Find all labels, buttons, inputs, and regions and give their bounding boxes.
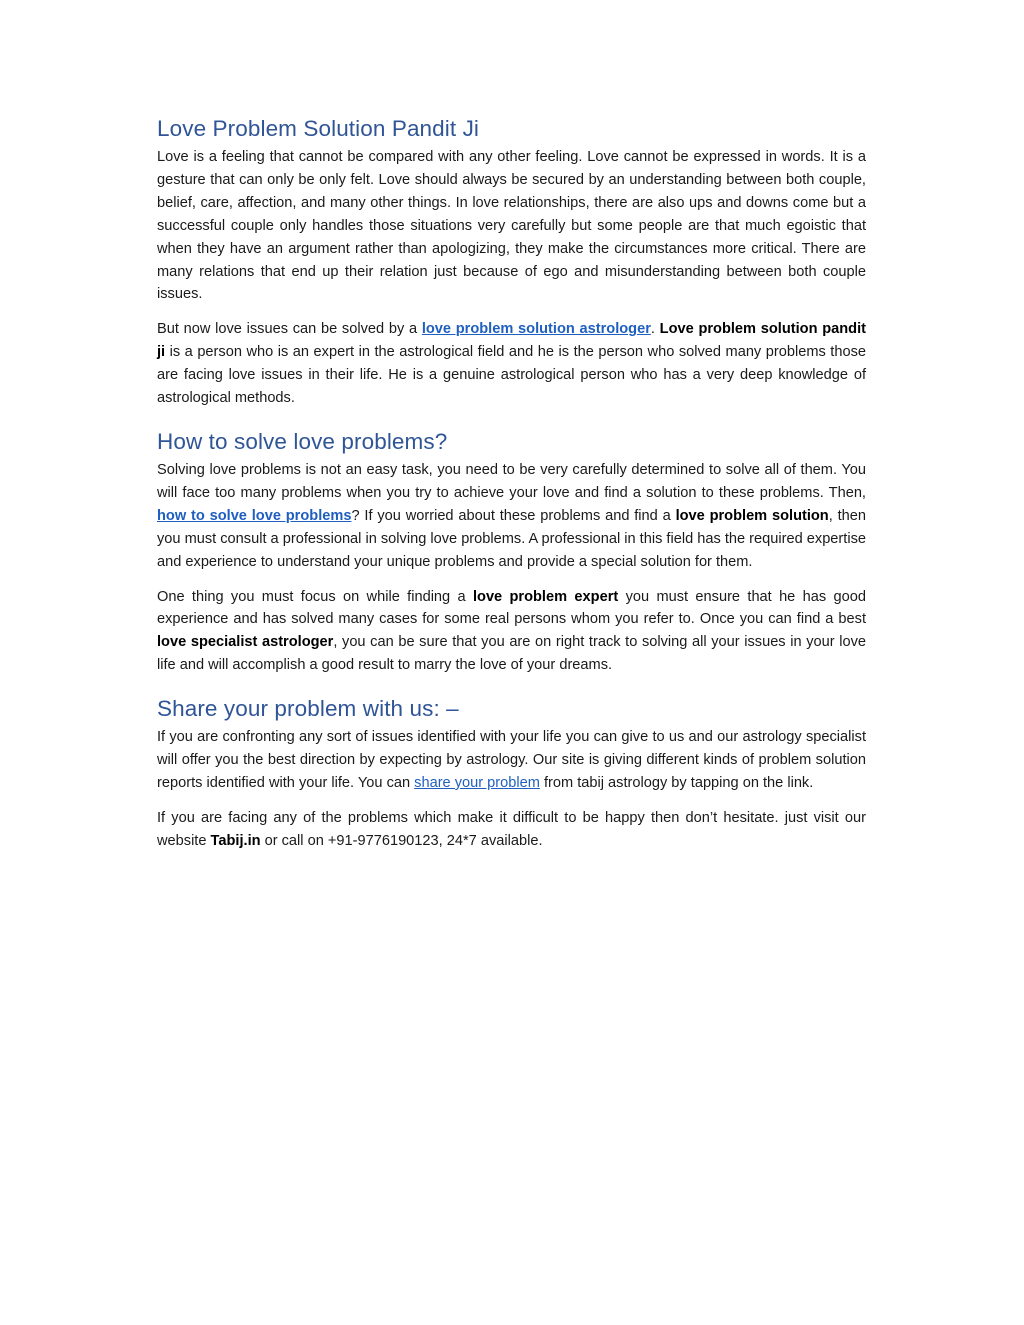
section-heading: How to solve love problems? [157,428,448,454]
love-problem-solution-astrologer-link[interactable]: love problem solution astrologer [421,321,651,338]
section-heading: Love Problem Solution Pandit Ji [157,116,480,141]
paragraph [157,586,866,678]
section-heading: Share your problem with us: – [157,696,459,722]
paragraph [157,807,866,853]
paragraph-text: , then you must consult a professional in solving love problems. A professional in this field has the required expertise and experience to understand your unique problems and provide a special solution for them. [157,507,867,570]
bold-text: love specialist astrologer [157,634,334,651]
section-share-problem [157,694,866,853]
how-to-solve-love-problems-link[interactable]: how to solve love problems [157,507,352,524]
paragraph-text: Solving love problems is not an easy task, you need to be very carefully determined to solve all of them. You will face too many problems when you try to achieve your love and find a solution to these problems. Then, [157,461,866,501]
paragraph-text: . [650,321,660,338]
paragraph [157,459,866,574]
paragraph-text: or call on +91-9776190123, 24*7 available. [260,832,543,849]
document-page [157,114,866,853]
paragraph-text: is a person who is an expert in the astrological field and he is the person who solved many problems those are facing love issues in their life. He is a genuine astrological person who has a very deep knowledge of astrological methods. [157,344,866,407]
bold-text: love problem solution [675,507,829,524]
paragraph [157,318,866,410]
paragraph: Love is a feeling that cannot be compared with any other feeling. Love cannot be expressed in words. It is a gesture that can only be only felt. Love should always be secured by an understanding between both couple, belief, care, affection, and many other things. In love relationships, there are also ups and downs come but a successful couple only handles those situations very carefully but some people are that much egoistic that when they have an argument rather than apologizing, they make the circumstances more critical. There are many relations that end up their relation just because of ego and misunderstanding between both couple issues. [157,149,866,303]
paragraph-text: you must ensure that he has good experience and has solved many cases for some real persons whom you refer to. Once you can find a best [157,588,866,628]
section-how-to-solve [157,427,866,677]
share-your-problem-link[interactable]: share your problem [414,774,540,791]
website-name: Tabij.in [210,832,261,849]
paragraph-text: If you are facing any of the problems which make it difficult to be happy then don’t hesitate. just visit our website [157,809,866,849]
paragraph-text: from tabij astrology by tapping on the link. [539,774,814,791]
paragraph-text: , you can be sure that you are on right track to solving all your issues in your love life and will accomplish a good result to marry the love of your dreams. [157,634,866,674]
paragraph [157,726,866,795]
bold-text: Love problem solution pandit ji [157,321,866,361]
paragraph-text: But now love issues can be solved by a [157,321,422,338]
paragraph-text: If you are confronting any sort of issues identified with your life you can give to us and our astrology specialist will offer you the best direction by expecting by astrology. Our site is giving different kinds of problem solution reports identified with your life. You can [157,729,866,791]
bold-text: love problem expert [472,588,619,605]
section-love-problem-solution [157,114,866,410]
paragraph-text: ? If you worried about these problems and find a [351,507,676,524]
paragraph-text: One thing you must focus on while finding a [157,588,473,605]
